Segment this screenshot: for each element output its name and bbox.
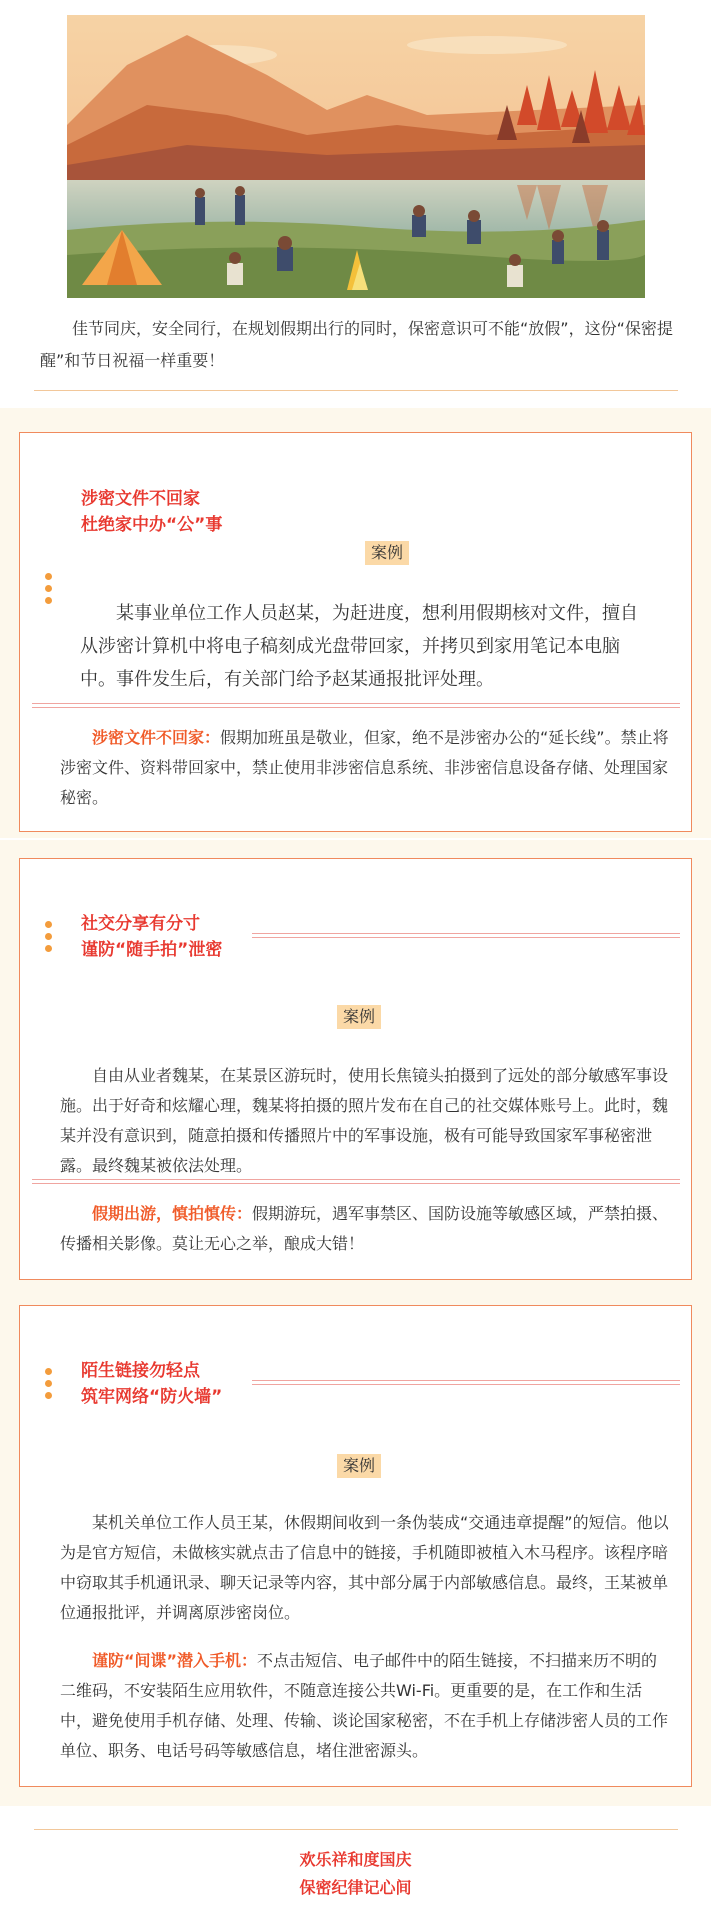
- dots-icon: [45, 573, 55, 609]
- tip-paragraph: [60, 1646, 672, 1766]
- section-title-line1: 涉密文件不回家: [81, 489, 200, 509]
- double-line-divider: [32, 1179, 680, 1184]
- section-title: [81, 1358, 222, 1410]
- tip-text: 假期游玩，遇军事禁区、国防设施等敏感区域，严禁拍摄、传播相关影像。莫让无心之举，酿成大错！: [60, 1204, 669, 1253]
- double-line-divider: [32, 703, 680, 708]
- section-title-line2: 筑牢网络“防火墙”: [81, 1387, 223, 1407]
- dots-icon: [45, 921, 55, 957]
- case-badge: 案例: [337, 1454, 381, 1478]
- case-badge: 案例: [365, 541, 409, 565]
- tip-text: 不点击短信、电子邮件中的陌生链接，不扫描来历不明的二维码，不安装陌生应用软件，不随意连接公共Wi-Fi。更重要的是，在工作和生活中，避免使用手机存储、处理、传输、谈论国家秘密，不在手机上存储涉密人员的工作单位、职务、电话号码等敏感信息，堵住泄密源头。: [60, 1651, 669, 1760]
- divider: [34, 1829, 678, 1830]
- intro-paragraph: 佳节同庆，安全同行，在规划假期出行的同时，保密意识可不能“放假”，这份“保密提醒”和节日祝福一样重要！: [40, 319, 673, 370]
- tip-lead: 假期出游，慎拍慎传：: [92, 1204, 253, 1223]
- divider: [34, 390, 678, 391]
- section-card-1: [19, 432, 692, 832]
- tip-lead: 涉密文件不回家：: [92, 728, 221, 747]
- section-title-line2: 谨防“随手拍”泄密: [81, 940, 223, 960]
- section-title-line2: 杜绝家中办“公”事: [81, 515, 223, 535]
- case-paragraph: 某机关单位工作人员王某，休假期间收到一条伪装成“交通违章提醒”的短信。他以为是官方短信，未做核实就点击了信息中的链接，手机随即被植入木马程序。该程序暗中窃取其手机通讯录、聊天记录等内容，其中部分属于内部敏感信息。最终，王某被单位通报批评，并调离原涉密岗位。: [60, 1513, 669, 1622]
- section-card-3: [19, 1305, 692, 1787]
- section-title-line1: 社交分享有分寸: [81, 914, 200, 934]
- case-badge: 案例: [337, 1005, 381, 1029]
- case-line-1: 某事业单位工作人员赵某，为赶进度，想利用假期核对文件，擅自: [116, 603, 638, 624]
- hero-illustration: [67, 15, 645, 298]
- double-line-divider: [252, 933, 680, 938]
- autumn-lake-camping-illustration: [67, 15, 645, 298]
- section-card-2: [19, 858, 692, 1280]
- tip-paragraph: [60, 1199, 672, 1259]
- case-paragraph: [80, 597, 692, 696]
- tip-lead: 谨防“间谍”潜入手机：: [92, 1651, 258, 1670]
- case-paragraph: 自由从业者魏某，在某景区游玩时，使用长焦镜头拍摄到了远处的部分敏感军事设施。出于好奇和炫耀心理，魏某将拍摄的照片发布在自己的社交媒体账号上。此时，魏某并没有意识到，随意拍摄和传播照片中的军事设施，极有可能导致国家军事秘密泄露。最终魏某被依法处理。: [60, 1066, 669, 1175]
- dots-icon: [45, 1368, 55, 1404]
- footer-line-1: 欢乐祥和度国庆: [299, 1850, 412, 1869]
- footer-slogan: [0, 1846, 711, 1902]
- footer-line-2: 保密纪律记心间: [299, 1878, 412, 1897]
- case-line-3: 中。事件发生后，有关部门给予赵某通报批评处理。: [80, 669, 494, 690]
- case-line-2: 从涉密计算机中将电子稿刻成光盘带回家，并拷贝到家用笔记本电脑: [80, 636, 620, 657]
- double-line-divider: [252, 1380, 680, 1385]
- section-title: [81, 486, 222, 538]
- section-title-line1: 陌生链接勿轻点: [81, 1361, 200, 1381]
- section-title: [81, 911, 222, 963]
- tip-paragraph: [60, 723, 672, 813]
- tip-text: 假期加班虽是敬业，但家，绝不是涉密办公的“延长线”。禁止将涉密文件、资料带回家中，禁止使用非涉密信息系统、非涉密信息设备存储、处理国家秘密。: [60, 728, 669, 807]
